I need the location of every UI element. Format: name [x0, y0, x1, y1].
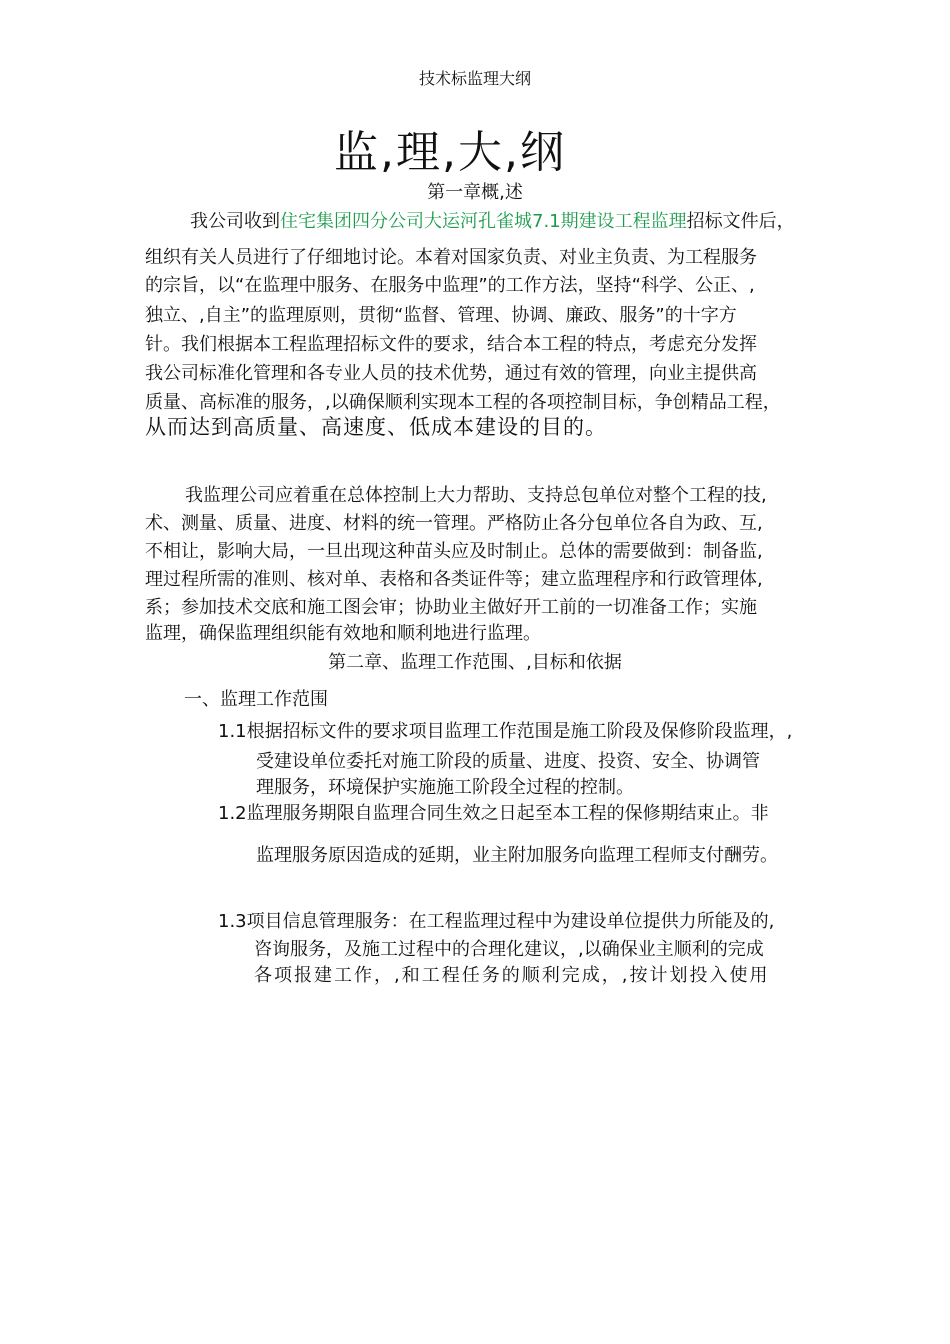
para1-line4: 独立、,自主”的监理原则，贯彻“监督、管理、协调、廉政、服务”的十字方	[145, 305, 737, 326]
para1-line1	[190, 208, 795, 236]
para2-line3: 不相让，影响大局，一旦出现这种苗头应及时制止。总体的需要做到：制备监,	[145, 541, 763, 562]
para1-line7: 质量、高标准的服务，,以确保顺利实现本工程的各项控制目标，争创精品工程，	[145, 392, 781, 413]
para1-line8: 从而达到高质量、高速度、低成本建设的目的。	[145, 415, 607, 439]
para1-line1-pre: 我公司收到	[190, 211, 280, 232]
para1-line1-post: 招标文件后，	[686, 211, 795, 232]
para2-line4: 理过程所需的准则、核对单、表格和各类证件等；建立监理程序和行政管理体,	[145, 569, 763, 590]
project-name-highlight: 住宅集团四分公司大运河孔雀城7.1期建设工程监理	[280, 211, 687, 232]
item-1-2-line1: 1.2监理服务期限自监理合同生效之日起至本工程的保修期结束止。非	[218, 803, 769, 824]
section-1-title: 一、监理工作范围	[184, 689, 328, 710]
item-1-2-line2: 监理服务原因造成的延期，业主附加服务向监理工程师支付酬劳。	[256, 845, 778, 866]
para1-line6: 我公司标准化管理和各专业人员的技术优势，通过有效的管理，向业主提供高	[145, 363, 757, 384]
para1-line2: 组织有关人员进行了仔细地讨论。本着对国家负责、对业主负责、为工程服务	[145, 247, 757, 268]
para1-line3: 的宗旨，以“在监理中服务、在服务中监理”的工作方法，坚持“科学、公正、,	[145, 275, 755, 296]
item-1-3-line2: 咨询服务，及施工过程中的合理化建议，,以确保业主顺利的完成	[254, 939, 764, 960]
para1-line5: 针。我们根据本工程监理招标文件的要求，结合本工程的特点，考虑充分发挥	[145, 334, 757, 355]
para2-line2: 术、测量、质量、进度、材料的统一管理。严格防止各分包单位各自为政、互,	[145, 513, 763, 534]
para2-line6: 监理，确保监理组织能有效地和顺利地进行监理。	[145, 623, 541, 644]
document-title: 监,理,大,纲	[334, 127, 566, 178]
page-header: 技术标监理大纲	[418, 69, 531, 88]
para2-line5: 系；参加技术交底和施工图会审；协助业主做好开工前的一切准备工作；实施	[145, 597, 757, 618]
chapter-1-title: 第一章概,述	[427, 182, 523, 203]
item-1-3-line1: 1.3项目信息管理服务：在工程监理过程中为建设单位提供力所能及的,	[218, 911, 775, 932]
para2-line1: 我监理公司应着重在总体控制上大力帮助、支持总包单位对整个工程的技,	[185, 485, 767, 506]
item-1-1-line3: 理服务，环境保护实施施工阶段全过程的控制。	[256, 777, 634, 798]
item-1-3-line3: 各项报建工作，,和工程任务的顺利完成，,按计划投入使用	[254, 965, 770, 986]
item-1-1-line2: 受建设单位委托对施工阶段的质量、进度、投资、安全、协调管	[256, 751, 760, 772]
chapter-2-title: 第二章、监理工作范围、,目标和依据	[328, 652, 622, 673]
item-1-1-line1: 1.1根据招标文件的要求项目监理工作范围是施工阶段及保修阶段监理，,	[218, 721, 793, 742]
